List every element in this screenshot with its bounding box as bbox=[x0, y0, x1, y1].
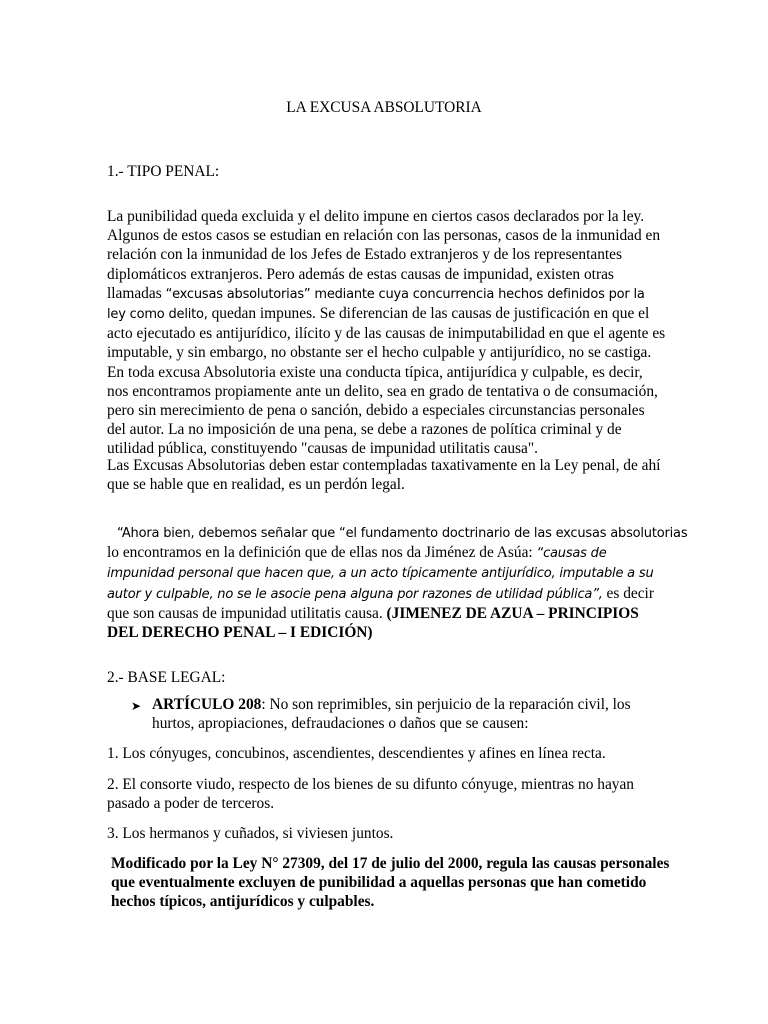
modification-note: Modificado por la Ley N° 27309, del 17 de julio del 2000, regula las causas personales que eventualmente excluyen de punibilidad a aquellas personas que han cometido hechos típicos, antijurídicos y culpables. bbox=[111, 855, 670, 911]
section-2-heading: 2.- BASE LEGAL: bbox=[107, 669, 226, 686]
paragraph-1-text-a: La punibilidad queda excluida y el delito impune en ciertos casos declarados por la ley. Algunos de estos casos se estudian en relación con las personas, casos de la inmunidad en relación con la inmunidad de los Jefes de Estado extranjeros y de los representantes diplomáticos extranjeros. Pero además de estas causas de impunidad, existen otras llamadas bbox=[107, 208, 661, 302]
quote-italic-start: “causas de bbox=[536, 546, 607, 562]
document-title: LA EXCUSA ABSOLUTORIA bbox=[286, 99, 482, 116]
section-1-heading: 1.- TIPO PENAL: bbox=[107, 163, 220, 180]
arrowhead-bullet-icon: ➤ bbox=[131, 699, 142, 713]
quote-body bbox=[107, 543, 667, 642]
list-item-2: 2. El consorte viudo, respecto de los bienes de su difunto cónyuge, mientras no hayan pasado a poder de terceros. bbox=[107, 776, 635, 813]
section-1-paragraph-2: Las Excusas Absolutorias deben estar contempladas taxativamente en la Ley penal, de ahí que se hable que en realidad, es un perdón legal. bbox=[107, 457, 661, 494]
quote-tail: es decir que son causas de impunidad utilitatis causa. bbox=[107, 584, 654, 622]
paragraph-1-quoted-term: “excusas absolutorias” mediante cuya concurrencia hechos definidos por la ley como delito, bbox=[107, 286, 645, 323]
quote-italic-body: impunidad personal que hacen que, a un acto típicamente antijurídico, imputable a su autor y culpable, no se le asocie pena alguna por razones de utilidad pública”, bbox=[107, 566, 654, 602]
article-208 bbox=[152, 695, 672, 733]
quote-opening-line: “Ahora bien, debemos señalar que “el fundamento doctrinario de las excusas absolutorias bbox=[117, 526, 688, 541]
quote-citation: (JIMENEZ DE AZUA – PRINCIPIOS DEL DERECHO PENAL – I EDICIÓN) bbox=[107, 604, 639, 642]
section-1-paragraph-1 bbox=[107, 207, 667, 459]
list-item-3: 3. Los hermanos y cuñados, si viviesen juntos. bbox=[107, 825, 394, 842]
quote-intro: lo encontramos en la definición que de ellas nos da Jiménez de Asúa: bbox=[107, 544, 537, 562]
asua-quote-paragraph bbox=[107, 524, 688, 642]
list-item-1: 1. Los cónyuges, concubinos, ascendientes, descendientes y afines en línea recta. bbox=[107, 745, 606, 762]
paragraph-1-text-c: quedan impunes. Se diferencian de las causas de justificación en que el acto ejecutado es antijurídico, ilícito y de las causas de inimputabilidad en que el agente es imputable, y sin embargo, no obstante ser el hecho culpable y antijurídico, no se castiga. En toda excusa Absolutoria existe una conducta típica, antijurídica y culpable, es decir, nos encontramos propiamente ante un delito, sea en grado de tentativa o de consumación, pero sin merecimiento de pena o sanción, debido a especiales circunstancias personales del autor. La no imposición de una pena, se debe a razones de política criminal y de utilidad pública, constituyendo "causas de impunidad utilitatis causa". bbox=[107, 305, 666, 458]
article-text: : No son reprimibles, sin perjuicio de la reparación civil, los hurtos, apropiaciones, defraudaciones o daños que se causen: bbox=[152, 696, 631, 733]
article-label: ARTÍCULO 208 bbox=[152, 696, 262, 713]
